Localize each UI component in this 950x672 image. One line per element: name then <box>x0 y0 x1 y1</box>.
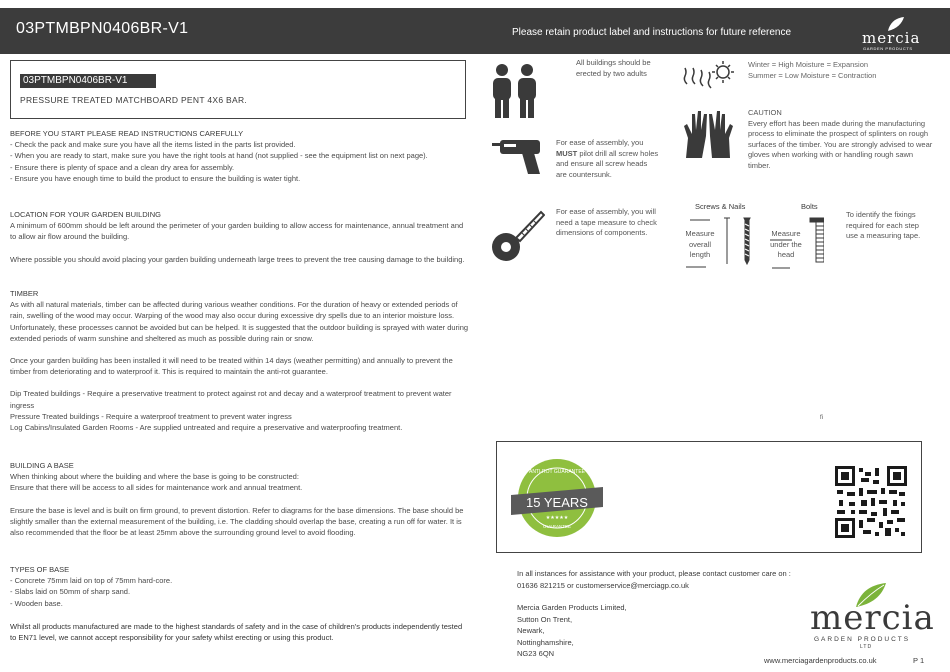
base-line: Ensure that there will be access to all sides for maintenance work and annual treatment. <box>10 483 303 493</box>
footer-website-link[interactable]: www.merciagardenproducts.co.uk <box>764 656 877 665</box>
header-bar <box>0 8 950 54</box>
product-name: PRESSURE TREATED MATCHBOARD PENT 4X6 BAR. <box>20 95 248 105</box>
drill-note <box>556 138 660 180</box>
product-code-chip: 03PTMBPN0406BR-V1 <box>20 74 156 88</box>
header-reference-note: Please retain product label and instructions for future reference <box>512 27 792 38</box>
timber-paragraph: Once your garden building has been installed it will need to be treated within 14 days (weather permitting) and annually to prevent the timber from deteriorating and to waterproof it. This is required to maintain the anti-rot guarantee. <box>10 356 453 377</box>
address-line: Sutton On Trent, <box>517 614 573 624</box>
types-line: - Concrete 75mm laid on top of 75mm hard-core. <box>10 576 173 586</box>
header-logo-sub: GARDEN PRODUCTS <box>863 46 913 51</box>
adults-note: All buildings should be erected by two adults <box>576 58 651 78</box>
before-start-line: - Check the pack and make sure you have all the items listed in the parts list provided. <box>10 140 296 150</box>
footer-logo-sub: GARDEN PRODUCTS <box>814 636 911 643</box>
identify-note: To identify the fixings required for each step use a measuring tape. <box>846 210 921 240</box>
contact-intro: In all instances for assistance with your product, please contact customer care on : <box>517 569 791 578</box>
address-line: Mercia Garden Products Limited, <box>517 603 627 612</box>
drill-icon <box>492 138 544 178</box>
caution-heading: CAUTION <box>748 108 782 117</box>
screws-measure-note: Measure overall length <box>685 229 715 259</box>
contact-phone-email[interactable]: 01636 821215 or customerservice@merciagp.co.uk <box>517 580 689 590</box>
before-start-line: - Ensure there is plenty of space and a clean dry area for assembly. <box>10 162 235 172</box>
types-line: - Wooden base. <box>10 598 63 608</box>
before-start-section <box>10 128 470 184</box>
footer-page-number: P 1 <box>913 656 925 665</box>
types-line: - Slabs laid on 50mm of sharp sand. <box>10 587 131 597</box>
timber-treatment-line: Log Cabins/Insulated Garden Rooms - Are supplied untreated and require a preservative and waterproofing treatment. <box>10 423 403 433</box>
location-paragraph: A minimum of 600mm should be left around the perimeter of your garden building to allow access for maintenance, annual treatment and to allow air flow around the building. <box>10 221 464 242</box>
qr-code-icon[interactable] <box>835 466 907 538</box>
contact-section <box>517 568 791 660</box>
guarantee-box <box>496 441 922 553</box>
header-logo-word: mercia <box>862 29 921 47</box>
timber-treatment-line: Dip Treated buildings - Require a preservative treatment to protect against rot and decay and a waterproof treatment to prevent water ingress <box>10 389 452 410</box>
footer-logo-word: mercia <box>810 598 935 638</box>
address-line: Newark, <box>517 626 545 635</box>
gloves-icon <box>682 108 736 160</box>
drill-note-pre: For ease of assembly, you <box>556 138 644 147</box>
weather-note <box>748 60 938 81</box>
before-start-line: - When you are ready to start, make sure you have the right tools at hand (not supplied - see the equipment list on next page). <box>10 151 428 161</box>
guarantee-badge-icon <box>511 457 603 539</box>
timber-paragraph: As with all natural materials, timber can be affected during various weather conditions. For the duration of heavy or extended periods of rain, swelling of the wood may occur. Warping of the wood may also occur during excessive dry spells due to an interior moisture loss. Unfortunately, these processes cannot be avoided but can be helped. It is suggested that the outdoor building is sprayed with water during extended periods of warm sunshine and sheltered as much as possible during rain or snow. <box>10 300 469 343</box>
types-heading: TYPES OF BASE <box>10 565 70 574</box>
two-people-icon <box>490 62 542 120</box>
badge-ring-top: ANTI-ROT GUARANTEE <box>528 469 586 475</box>
small-mark: fi <box>820 415 823 421</box>
header-logo <box>858 16 930 50</box>
weather-winter: Winter = High Moisture = Expansion <box>748 60 869 69</box>
screws-heading: Screws & Nails <box>695 202 746 211</box>
disclaimer-text: Whilst all products manufactured are made to the highest standards of safety and in the case of children's products independently tested to EN71 level, we cannot accept responsibility for your safety whilst erecting or using this product. <box>10 622 463 643</box>
weather-summer: Summer = Low Moisture = Contraction <box>748 70 877 80</box>
tape-note: For ease of assembly, you will need a tape measure to check dimensions of components. <box>556 207 657 237</box>
base-section <box>10 460 470 538</box>
bolts-measure-note: Measure under the head <box>770 229 802 259</box>
footer-logo <box>810 582 935 652</box>
location-heading: LOCATION FOR YOUR GARDEN BUILDING <box>10 210 161 219</box>
address-line: NG23 6QN <box>517 649 555 658</box>
base-line: When thinking about where the building and where the base is going to be constructed: <box>10 472 299 482</box>
footer-logo-sub2: LTD <box>860 644 873 650</box>
drill-note-must: MUST <box>556 148 578 158</box>
badge-years: 15 YEARS <box>526 495 588 510</box>
tape-measure-icon <box>489 208 545 264</box>
fixings-diagram <box>684 214 824 272</box>
product-box <box>10 60 466 119</box>
badge-stars: ★★★★★ <box>545 515 569 521</box>
disclaimer <box>10 621 470 643</box>
weather-icon <box>681 58 735 94</box>
before-start-heading: BEFORE YOU START PLEASE READ INSTRUCTIONS CAREFULLY <box>10 129 244 138</box>
drill-note-post: pilot drill all screw holes and ensure all screw heads are countersunk. <box>556 148 659 179</box>
location-section <box>10 209 470 265</box>
types-of-base-section <box>10 564 470 609</box>
caution-text: Every effort has been made during the manufacturing process to eliminate the prospect of splinters on rough surfaces of the timber. You are strongly advised to wear gloves when working with or handling rough sawn timber. <box>748 118 933 170</box>
timber-section <box>10 288 470 433</box>
base-heading: BUILDING A BASE <box>10 461 74 470</box>
caution-note <box>748 108 934 171</box>
header-product-code: 03PTMBPN0406BR-V1 <box>16 20 189 37</box>
bolts-heading: Bolts <box>801 202 818 211</box>
timber-heading: TIMBER <box>10 289 39 298</box>
location-paragraph: Where possible you should avoid placing your garden building underneath large trees to prevent the tree causing damage to the building. <box>10 254 465 264</box>
badge-ring-bottom: GUARANTEE <box>542 524 572 529</box>
base-paragraph: Ensure the base is level and is built on firm ground, to prevent distortion. Refer to diagrams for the base dimensions. The base should be slightly smaller than the external measurement of the building, i.e. The cladding should overlap the base, creating a run off for water. It is also recommended that the floor be at least 25mm above the surrounding ground level to avoid flooding. <box>10 505 464 538</box>
address-line: Nottinghamshire, <box>517 637 574 647</box>
timber-treatment-line: Pressure Treated buildings - Require a waterproof treatment to prevent water ingress <box>10 411 292 421</box>
before-start-line: - Ensure you have enough time to build the product to ensure the building is water tight. <box>10 173 301 183</box>
